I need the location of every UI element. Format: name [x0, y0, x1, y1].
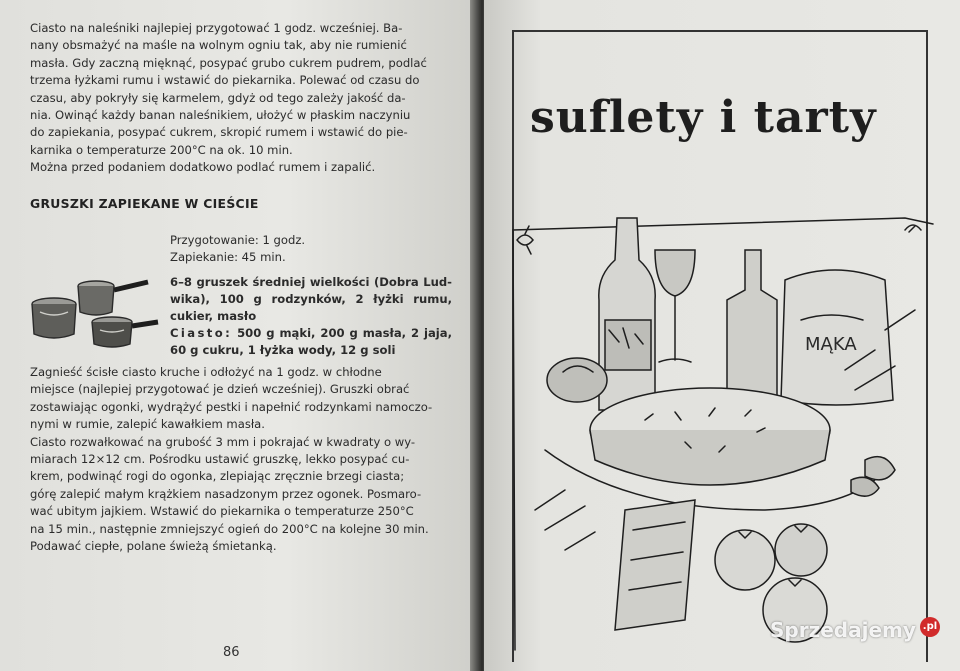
method-line: miarach 12×12 cm. Pośrodku ustawić gruszkę, lekko posypać cu- [30, 452, 410, 467]
watermark-badge: .pl [920, 617, 940, 637]
intro-line: karnika o temperaturze 200°C na ok. 10 min. [30, 142, 293, 157]
intro-line: czasu, aby pokryły się karmelem, gdyż od tego zależy jakość da- [30, 90, 406, 105]
method-line: wać ubitym jajkiem. Wstawić do piekarnika o temperaturze 250°C [30, 504, 414, 519]
page-number: 86 [223, 645, 240, 660]
intro-line: do zapiekania, posypać cukrem, skropić rumem i wstawić do pie- [30, 125, 408, 140]
method-line: Podawać ciepłe, polane świeżą śmietanką. [30, 539, 277, 554]
ingredients-dough-label: Ciasto: [170, 326, 233, 340]
intro-line: nany obsmażyć na maśle na wolnym ogniu tak, aby nie rumienić [30, 38, 407, 53]
method-paragraph [30, 364, 452, 555]
watermark-text: Sprzedajemy [770, 618, 916, 642]
intro-line: trzema łyżkami rumu i wstawić do piekarnika. Polewać od czasu do [30, 73, 420, 88]
ingredients-dough [170, 325, 452, 359]
method-line: zostawiając ogonki, wydrążyć pestki i napełnić rodzynkami namoczo- [30, 399, 433, 414]
intro-line: Ciasto na naleśniki najlepiej przygotować 1 godz. wcześniej. Ba- [30, 21, 403, 35]
method-line: górę zalepić małym krążkiem nasadzonym przez ogonek. Posmaro- [30, 486, 422, 501]
method-line: nymi w rumie, zalepić kawałkiem masła. [30, 417, 265, 432]
method-line: na 15 min., następnie zmniejszyć ogień do 200°C na kolejne 30 min. [30, 521, 429, 536]
intro-line: masła. Gdy zaczną mięknąć, posypać grubo cukrem pudrem, podlać [30, 55, 427, 70]
saucepans-illustration [20, 268, 160, 348]
method-line: krem, podwinąć rogi do ogonka, zlepiając zręcznie brzegi ciasta; [30, 469, 405, 484]
method-line: Ciasto rozwałkować na grubość 3 mm i pokrajać w kwadraty o wy- [30, 434, 416, 449]
intro-line: nia. Owinąć każdy banan naleśnikiem, ułożyć w płaskim naczyniu [30, 108, 411, 123]
prep-time: Przygotowanie: 1 godz. [170, 233, 306, 247]
ingredients-main: 6–8 gruszek średniej wielkości (Dobra Lud-wika), 100 g rodzynków, 2 łyżki rumu, cukier, masło [170, 275, 452, 323]
ingredients-dough-list: 500 g mąki, 200 g masła, 2 jaja, 60 g cukru, 1 łyżka wody, 12 g soli [170, 326, 452, 357]
intro-line: Można przed podaniem dodatkowo podlać rumem i zapalić. [30, 160, 376, 175]
still-life-illustration [505, 210, 940, 665]
method-line: Zagnieść ścisłe ciasto kruche i odłożyć na 1 godz. w chłodne [30, 365, 382, 379]
intro-paragraph [30, 20, 450, 177]
chapter-title: suflety i tarty [530, 92, 877, 143]
bake-time: Zapiekanie: 45 min. [170, 250, 286, 264]
flour-bag-label: MĄKA [805, 334, 857, 355]
recipe-meta [170, 232, 452, 359]
left-page [0, 0, 478, 671]
method-line: miejsce (najlepiej przygotować je dzień wcześniej). Gruszki obrać [30, 382, 410, 397]
recipe-title: GRUSZKI ZAPIEKANE W CIEŚCIE [30, 196, 259, 211]
